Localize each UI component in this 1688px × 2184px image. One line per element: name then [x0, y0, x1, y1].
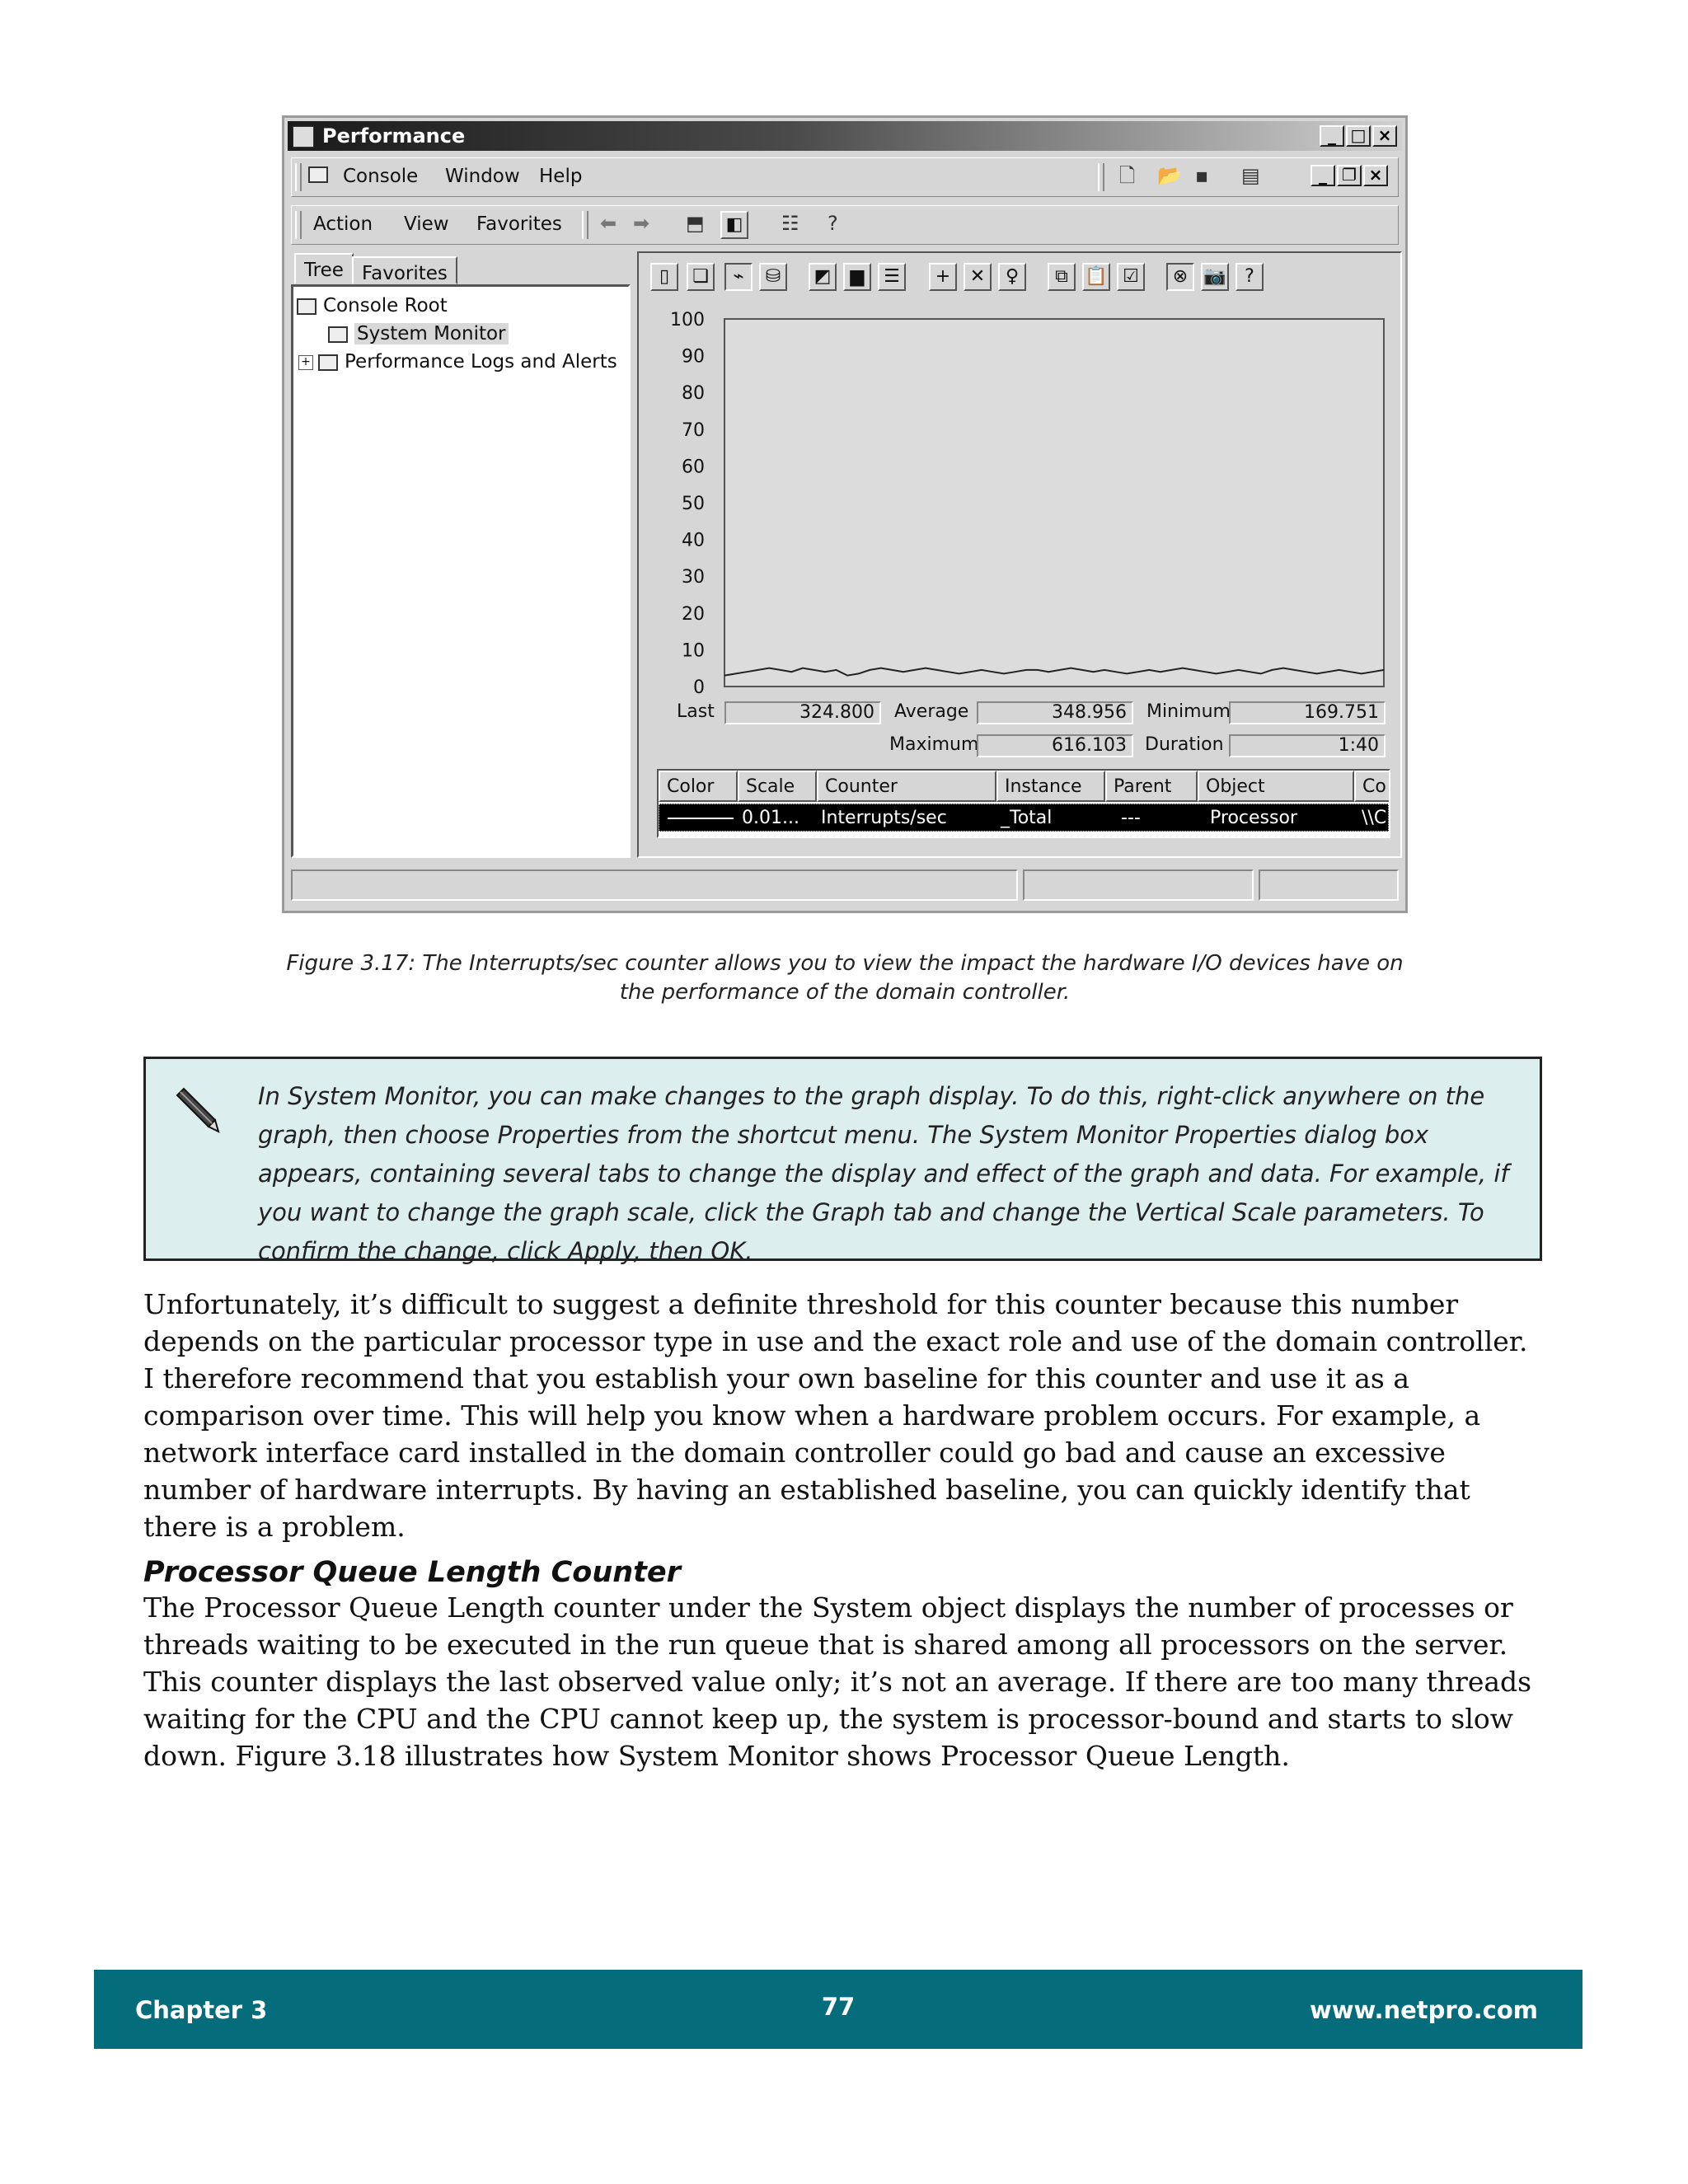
cell-object: Processor	[1210, 808, 1297, 828]
average-value: 348.956	[977, 701, 1133, 724]
status-cell	[291, 869, 1018, 901]
mdi-minimize-button[interactable]: _	[1311, 165, 1335, 186]
properties-icon[interactable]: ☑	[1117, 263, 1145, 291]
cell-parent: ---	[1121, 808, 1141, 828]
tab-favorites[interactable]: Favorites	[352, 256, 457, 284]
menu-view[interactable]: View	[404, 213, 449, 235]
caption-line: Figure 3.17: The Interrupts/sec counter allows you to view the impact the hardware I/O devices have on	[286, 951, 1404, 976]
column-header-scale[interactable]: Scale	[738, 771, 817, 802]
table-row[interactable]	[659, 804, 1389, 832]
column-header-parent[interactable]: Parent	[1105, 771, 1198, 802]
tree-node-label: System Monitor	[354, 323, 509, 344]
cell-scale: 0.01...	[742, 808, 799, 828]
y-tick-label: 60	[682, 457, 705, 478]
show-hide-tree-icon[interactable]: ▤	[1241, 164, 1260, 187]
toolbar-grip[interactable]	[295, 211, 302, 239]
update-data-icon[interactable]: 📷	[1201, 263, 1229, 291]
y-tick-label: 0	[693, 677, 705, 698]
mdi-close-button[interactable]: ×	[1363, 165, 1388, 186]
status-bar	[291, 869, 1399, 901]
action-toolbar	[291, 205, 1399, 245]
cell-counter: Interrupts/sec	[821, 808, 947, 828]
properties-icon[interactable]: ☷	[781, 212, 799, 235]
y-tick-label: 30	[682, 567, 705, 588]
performance-logs-icon	[318, 354, 338, 371]
clear-display-icon[interactable]: ❏	[687, 263, 715, 291]
highlight-icon[interactable]: ♀	[998, 263, 1026, 291]
y-tick-label: 100	[670, 310, 705, 330]
y-tick-label: 10	[682, 640, 705, 662]
system-monitor-icon	[328, 326, 348, 343]
up-one-level-icon[interactable]: ⬒	[686, 212, 705, 235]
last-label: Last	[677, 701, 715, 722]
caption-line: the performance of the domain controller.	[619, 980, 1071, 1005]
menu-console[interactable]: Console	[343, 166, 419, 187]
tree-pane	[291, 251, 631, 858]
column-header-color[interactable]: Color	[659, 771, 738, 802]
toolbar-grip[interactable]	[295, 163, 302, 191]
mdi-restore-button[interactable]: ❐	[1337, 165, 1362, 186]
column-header-object[interactable]: Object	[1198, 771, 1354, 802]
minimize-button[interactable]: _	[1320, 125, 1344, 147]
cell-computer: \\C	[1362, 808, 1387, 828]
tree-node-performance-logs[interactable]	[298, 349, 617, 374]
page-footer	[94, 1970, 1582, 2049]
title-bar	[288, 121, 1402, 151]
counter-list	[657, 769, 1390, 838]
close-button[interactable]: ×	[1372, 125, 1397, 147]
menu-help[interactable]: Help	[539, 166, 583, 187]
section-heading: Processor Queue Length Counter	[143, 1556, 681, 1589]
view-graph-icon[interactable]: ◩	[809, 263, 837, 291]
console-tree	[291, 284, 631, 858]
note-box	[143, 1057, 1542, 1265]
add-counter-icon[interactable]: +	[929, 263, 957, 291]
console-menu-icon	[308, 166, 328, 183]
minimum-value: 169.751	[1229, 701, 1386, 724]
new-icon[interactable]: 🗋	[1119, 164, 1136, 187]
help-icon[interactable]: ?	[1236, 263, 1264, 291]
window-title: Performance	[322, 124, 466, 148]
save-icon[interactable]: ▪	[1195, 164, 1209, 187]
menu-bar	[291, 157, 1399, 197]
view-current-activity-icon[interactable]: ⌁	[724, 263, 753, 291]
copy-properties-icon[interactable]: ⧉	[1048, 263, 1076, 291]
back-icon[interactable]: ⬅	[600, 212, 617, 235]
body-paragraph: The Processor Queue Length counter under the System object displays the number of processes or threads waiting to be executed in the run queue that is shared among all processors on the server. This counter displays the last observed value only; it’s not an average. If there are too many threads waiting for the CPU and the CPU cannot keep up, the system is processor-bound and starts to slow down. Figure 3.18 illustrates how System Monitor shows Processor Queue Length.	[143, 1591, 1532, 1772]
body-paragraph: Unfortunately, it’s difficult to suggest a definite threshold for this counter because this number depends on the particular processor type in use and the exact role and use of the domain controller. I therefore recommend that you establish your own baseline for this counter and use it as a comparison over time. This will help you know when a hardware problem occurs. For example, a network interface card installed in the domain controller could go bad and cause an excessive number of hardware interrupts. By having an established baseline, you can quickly identify that there is a problem.	[143, 1288, 1528, 1543]
figure-caption	[280, 949, 1409, 1007]
page-number: 77	[821, 1993, 856, 2021]
maximize-button[interactable]: □	[1346, 125, 1371, 147]
paste-counter-list-icon[interactable]: 📋	[1082, 263, 1110, 291]
y-tick-label: 20	[682, 603, 705, 625]
note-text: In System Monitor, you can make changes to the graph display. To do this, right-click anywhere on the graph, then choose Properties from the shortcut menu. The System Monitor Properties dialog box appears, containing several tabs to change the display and effect of the graph and data. For example, if you want to change the graph scale, click the Graph tab and change the Vertical Scale parameters. To confirm the change, click Apply, then OK.	[258, 1082, 1509, 1265]
menu-favorites[interactable]: Favorites	[476, 213, 562, 235]
last-value: 324.800	[724, 701, 881, 724]
maximum-label: Maximum	[889, 734, 979, 755]
tab-tree[interactable]: Tree	[294, 253, 354, 284]
system-monitor-pane	[637, 251, 1402, 858]
cell-instance: _Total	[1001, 808, 1053, 828]
duration-label: Duration	[1145, 734, 1224, 755]
column-header-computer[interactable]: Co	[1354, 771, 1390, 802]
minimum-label: Minimum	[1146, 701, 1231, 722]
average-label: Average	[894, 701, 969, 722]
y-tick-label: 70	[682, 419, 705, 441]
y-tick-label: 40	[682, 530, 705, 551]
new-counter-set-icon[interactable]: ▯	[650, 263, 678, 291]
performance-window	[282, 115, 1408, 913]
line-chart[interactable]	[639, 253, 1400, 856]
open-icon[interactable]: 📂	[1157, 164, 1182, 187]
folder-icon	[297, 298, 316, 315]
performance-app-icon	[293, 126, 314, 148]
y-tick-label: 50	[682, 494, 705, 514]
forward-icon[interactable]: ➡	[633, 212, 650, 235]
status-cell	[1023, 869, 1254, 901]
view-report-icon[interactable]: ☰	[878, 263, 906, 291]
delete-counter-icon[interactable]: ✕	[964, 263, 992, 291]
tree-node-console-root[interactable]	[297, 293, 448, 318]
help-icon[interactable]: ?	[828, 212, 838, 235]
series-color-swatch	[668, 818, 734, 819]
tree-node-label: Console Root	[323, 295, 448, 316]
y-tick-label: 90	[682, 346, 705, 368]
view-histogram-icon[interactable]: ▆	[843, 263, 871, 291]
footer-website: www.netpro.com	[1309, 1996, 1538, 2024]
duration-value: 1:40	[1229, 734, 1386, 757]
tree-node-system-monitor[interactable]	[328, 321, 509, 346]
column-header-instance[interactable]: Instance	[996, 771, 1105, 802]
y-tick-label: 80	[682, 383, 705, 405]
pencil-icon	[171, 1084, 220, 1133]
footer-chapter: Chapter 3	[135, 1996, 268, 2024]
toolbar-grip[interactable]	[1098, 163, 1104, 191]
column-header-counter[interactable]: Counter	[817, 771, 996, 802]
freeze-display-icon[interactable]: ⊗	[1166, 263, 1194, 291]
menu-window[interactable]: Window	[445, 166, 520, 187]
status-cell	[1259, 869, 1399, 901]
menu-action[interactable]: Action	[313, 213, 373, 235]
show-hide-console-tree-icon[interactable]: ◧	[720, 211, 748, 239]
tree-node-label: Performance Logs and Alerts	[345, 351, 617, 373]
toolbar-grip[interactable]	[582, 211, 588, 239]
maximum-value: 616.103	[977, 734, 1133, 757]
plot-area[interactable]	[724, 319, 1384, 687]
view-log-data-icon[interactable]: ⛁	[759, 263, 787, 291]
expand-icon[interactable]: +	[298, 355, 313, 370]
